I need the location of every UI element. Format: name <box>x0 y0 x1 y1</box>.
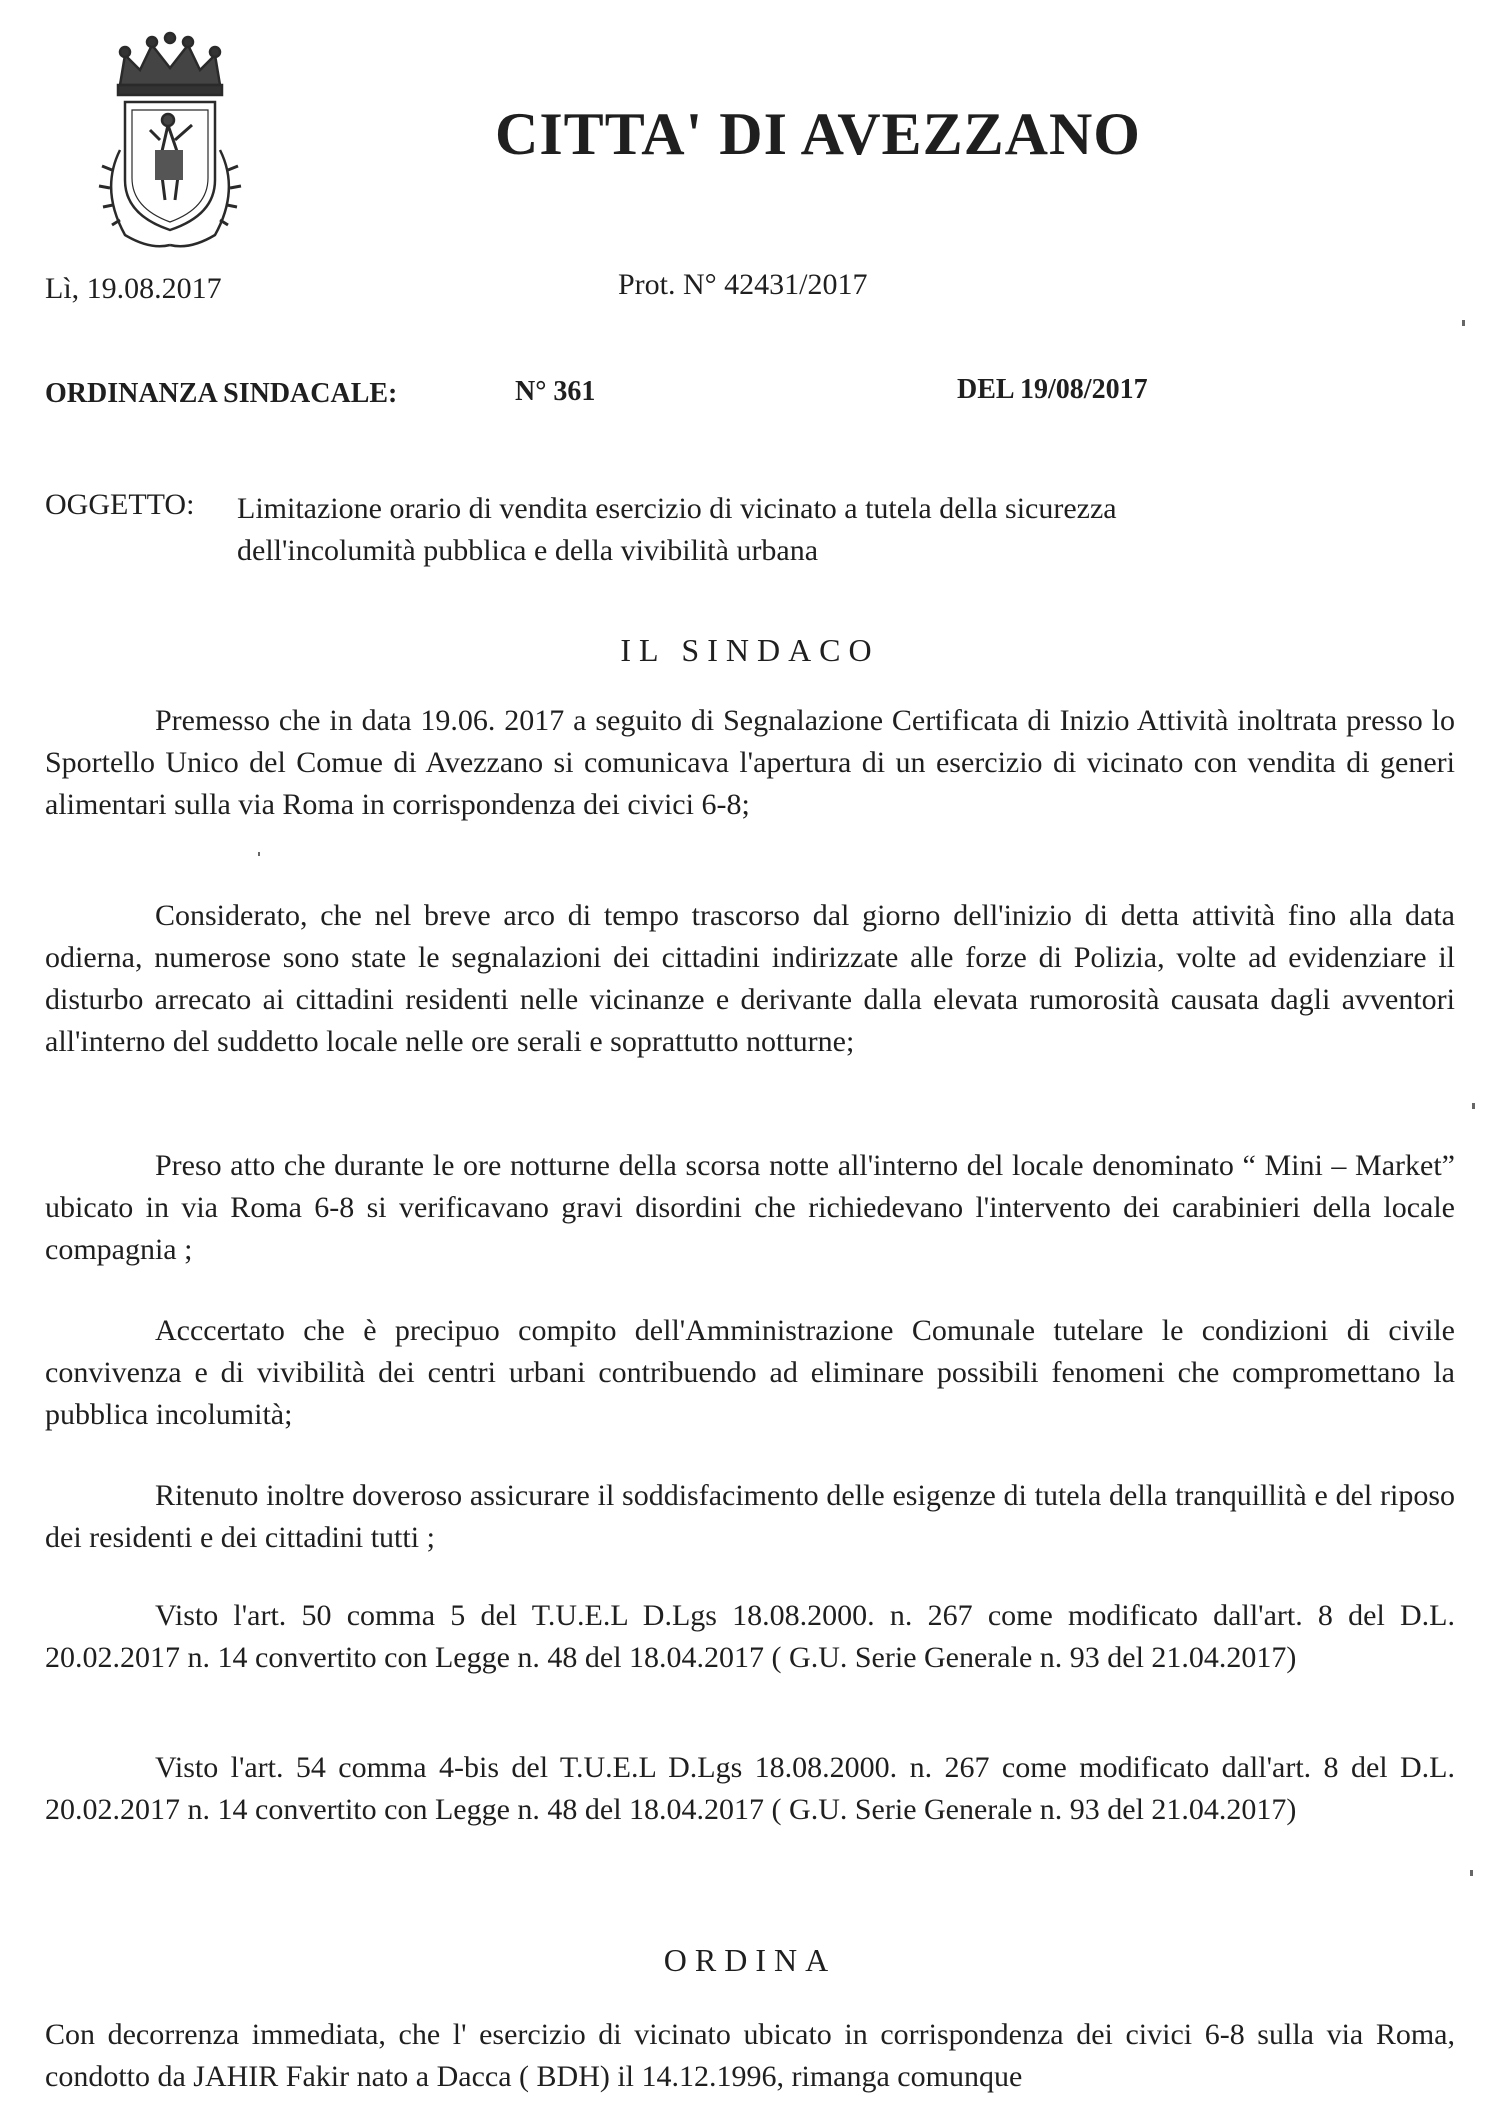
paragraph-visto-art-50: Visto l'art. 50 comma 5 del T.U.E.L D.Lgs 18.08.2000. n. 267 come modificato dall'art. 8 del D.L. 20.02.2017 n. 14 convertito con Legge n. 48 del 18.04.2017 ( G.U. Serie Generale n. 93 del 21.04.2017) <box>45 1599 1455 1674</box>
heading-ordina: ORDINA <box>663 1942 837 1978</box>
place-date: Lì, 19.08.2017 <box>45 272 222 305</box>
subject-label: OGGETTO: <box>45 488 195 521</box>
paragraph-preso-atto: Preso atto che durante le ore notturne della scorsa notte all'interno del locale denominato “ Mini – Market” ubicato in via Roma 6-8 si verificavano gravi disordini che richiedevano l'intervento dei carabinieri della locale compagnia ; <box>45 1149 1455 1266</box>
scan-speck <box>258 852 260 856</box>
paragraph-considerato: Considerato, che nel breve arco di tempo trascorso dal giorno dell'inizio di detta attività fino alla data odierna, numerose sono state le segnalazioni dei cittadini indirizzate alle forze di Polizia, volte ad evidenziare il disturbo arrecato ai cittadini residenti nelle vicinanze e derivante dalla elevata rumorosità causata dagli avventori all'interno del suddetto locale nelle ore serali e soprattutto notturne; <box>45 899 1455 1058</box>
paragraph-accertato: Acccertato che è precipuo compito dell'Amministrazione Comunale tutelare le condizioni di civile convivenza e di vivibilità dei centri urbani contribuendo ad eliminare possibili fenomeni che compromettano la pubblica incolumità; <box>45 1314 1455 1431</box>
ordinance-label: ORDINANZA SINDACALE: <box>45 378 398 409</box>
protocol-number: Prot. N° 42431/2017 <box>618 268 868 301</box>
subject-text: Limitazione orario di vendita esercizio di vicinato a tutela della sicurezza dell'incolumità pubblica e della vivibilità urbana <box>237 492 1117 567</box>
paragraph-visto-art-54: Visto l'art. 54 comma 4-bis del T.U.E.L D.Lgs 18.08.2000. n. 267 come modificato dall'art. 8 del D.L. 20.02.2017 n. 14 convertito con Legge n. 48 del 18.04.2017 ( G.U. Serie Generale n. 93 del 21.04.2017) <box>45 1751 1455 1826</box>
paragraph-ritenuto: Ritenuto inoltre doveroso assicurare il soddisfacimento delle esigenze di tutela della tranquillità e del riposo dei residenti e dei cittadini tutti ; <box>45 1479 1455 1554</box>
ordinance-date: DEL 19/08/2017 <box>957 374 1148 405</box>
scan-speck <box>1470 1870 1473 1876</box>
scan-speck <box>1472 1103 1475 1109</box>
paragraph-final: Con decorrenza immediata, che l' esercizio di vicinato ubicato in corrispondenza dei civici 6-8 sulla via Roma, condotto da JAHIR Fakir nato a Dacca ( BDH) il 14.12.1996, rimanga comunque <box>45 2018 1455 2093</box>
city-crest-icon <box>80 30 260 255</box>
scan-speck <box>1462 320 1465 326</box>
ordinance-number: N° 361 <box>515 376 596 407</box>
city-title: CITTA' DI AVEZZANO <box>495 101 1141 167</box>
heading-il-sindaco: IL SINDACO <box>620 632 880 668</box>
paragraph-premesso: Premesso che in data 19.06. 2017 a seguito di Segnalazione Certificata di Inizio Attività inoltrata presso lo Sportello Unico del Comue di Avezzano si comunicava l'apertura di un esercizio di vicinato con vendita di generi alimentari sulla via Roma in corrispondenza dei civici 6-8; <box>45 704 1455 821</box>
